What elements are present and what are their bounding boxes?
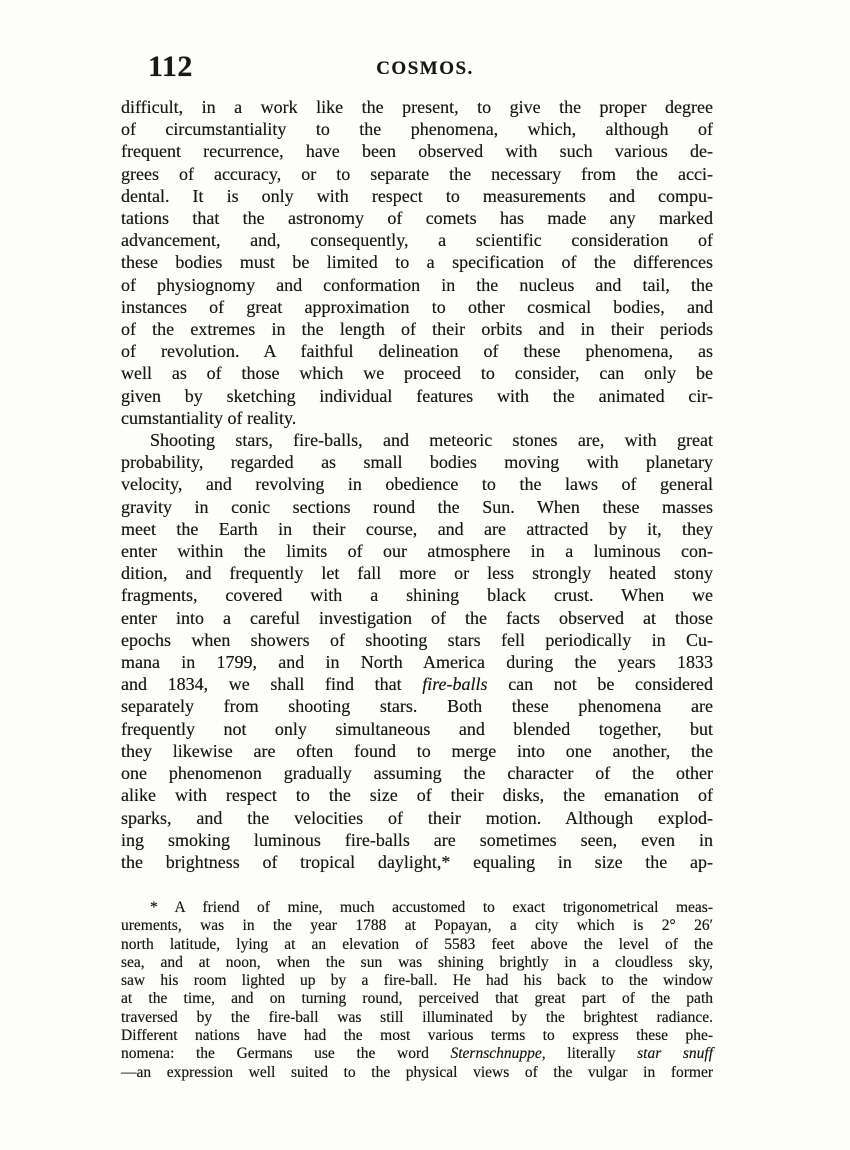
body-text-line bbox=[121, 807, 713, 829]
text-segment: traversed by the fire-ball was still illuminated by the brightest radiance. bbox=[121, 1008, 713, 1026]
text-segment: alike with respect to the size of their disks, the emanation of bbox=[121, 785, 713, 806]
text-segment: epochs when showers of shooting stars fell periodically in Cu- bbox=[121, 629, 713, 650]
body-text-line bbox=[121, 229, 713, 251]
body-text-line bbox=[121, 340, 713, 362]
body-text-line bbox=[121, 518, 713, 540]
text-segment: enter within the limits of our atmosphere in a luminous con- bbox=[121, 541, 713, 562]
body-text-line bbox=[121, 140, 713, 162]
body-text-line bbox=[121, 851, 713, 873]
text-segment: dental. It is only with respect to measurements and compu- bbox=[121, 185, 713, 206]
italic-text: fire-balls bbox=[422, 674, 488, 695]
text-segment: and 1834, we shall find that bbox=[121, 674, 423, 695]
footnote-text-line bbox=[121, 990, 713, 1008]
text-segment: , literally bbox=[541, 1045, 638, 1063]
italic-text: Sternschnuppe bbox=[450, 1045, 542, 1063]
footnote-text-line bbox=[121, 1009, 713, 1027]
body-text-line bbox=[121, 251, 713, 273]
body-text-line bbox=[121, 207, 713, 229]
text-segment: tations that the astronomy of comets has made any marked bbox=[121, 208, 713, 229]
footnote-text-line bbox=[121, 1045, 713, 1063]
body-text-line bbox=[121, 496, 713, 518]
footnote-text-line bbox=[121, 899, 713, 917]
footnote-text-line bbox=[121, 936, 713, 954]
body-text-line bbox=[121, 407, 713, 429]
text-segment: sparks, and the velocities of their motion. Although explod- bbox=[121, 807, 713, 828]
body-text-line bbox=[121, 718, 713, 740]
text-segment: ing smoking luminous fire-balls are sometimes seen, even in bbox=[121, 829, 713, 850]
footnote-text-line bbox=[121, 1064, 713, 1082]
text-segment: mana in 1799, and in North America during the years 1833 bbox=[121, 652, 713, 673]
text-segment: at the time, and on turning round, perceived that great part of the path bbox=[121, 990, 713, 1008]
body-text-line bbox=[121, 163, 713, 185]
text-segment: velocity, and revolving in obedience to the laws of general bbox=[121, 474, 713, 495]
text-segment: frequent recurrence, have been observed with such various de- bbox=[121, 141, 713, 162]
text-segment: of physiognomy and conformation in the nucleus and tail, the bbox=[121, 274, 713, 295]
body-text-line bbox=[121, 96, 713, 118]
body-text-line bbox=[121, 540, 713, 562]
footnote-text-line bbox=[121, 954, 713, 972]
body-text-line bbox=[121, 274, 713, 296]
body-text-line bbox=[121, 318, 713, 340]
text-segment: dition, and frequently let fall more or less strongly heated stony bbox=[121, 563, 713, 584]
text-segment: difficult, in a work like the present, to give the proper degree bbox=[121, 97, 713, 117]
text-segment: meet the Earth in their course, and are attracted by it, they bbox=[121, 518, 713, 539]
body-text-line bbox=[121, 118, 713, 140]
text-segment: of circumstantiality to the phenomena, which, although of bbox=[121, 119, 713, 140]
text-segment: fragments, covered with a shining black crust. When we bbox=[121, 585, 713, 606]
running-header: COSMOS. bbox=[376, 58, 474, 79]
text-segment: the brightness of tropical daylight,* equaling in size the ap- bbox=[121, 851, 713, 872]
footnote-text-line bbox=[121, 972, 713, 990]
body-text-line bbox=[121, 296, 713, 318]
body-text-line bbox=[121, 473, 713, 495]
body-text-line bbox=[121, 429, 713, 451]
text-segment: of revolution. A faithful delineation of these phenomena, as bbox=[121, 341, 713, 362]
body-text-line bbox=[121, 740, 713, 762]
body-text-line bbox=[121, 185, 713, 207]
footnote-text-line bbox=[121, 917, 713, 935]
text-segment: well as of those which we proceed to consider, can only be bbox=[121, 363, 713, 384]
text-segment: gravity in conic sections round the Sun. When these masses bbox=[121, 496, 713, 517]
text-segment: sea, and at noon, when the sun was shining brightly in a cloudless sky, bbox=[121, 953, 713, 971]
footnote-text bbox=[121, 899, 713, 1082]
text-segment: Different nations have had the most various terms to express these phe- bbox=[121, 1027, 713, 1045]
text-segment: enter into a careful investigation of the facts observed at those bbox=[121, 607, 713, 628]
text-segment: these bodies must be limited to a specification of the differences bbox=[121, 252, 713, 273]
body-text-line bbox=[121, 762, 713, 784]
page-number: 112 bbox=[148, 50, 193, 83]
body-text-line bbox=[121, 385, 713, 407]
text-segment: north latitude, lying at an elevation of 5583 feet above the level of the bbox=[121, 935, 713, 953]
text-segment: Shooting stars, fire-balls, and meteoric stones are, with great bbox=[150, 430, 713, 451]
body-text-line bbox=[121, 362, 713, 384]
text-segment: separately from shooting stars. Both these phenomena are bbox=[121, 696, 713, 717]
text-segment: one phenomenon gradually assuming the character of the other bbox=[121, 763, 713, 784]
body-text-line bbox=[121, 673, 713, 695]
text-segment: can not be considered bbox=[487, 674, 713, 695]
text-segment: * A friend of mine, much accustomed to exact trigonometrical meas- bbox=[150, 899, 713, 916]
text-segment: they likewise are often found to merge into one another, the bbox=[121, 740, 713, 761]
text-segment: cumstantiality of reality. bbox=[121, 407, 297, 428]
text-segment: nomena: the Germans use the word bbox=[121, 1045, 451, 1063]
text-segment: instances of great approximation to other cosmical bodies, and bbox=[121, 296, 713, 317]
body-text-line bbox=[121, 562, 713, 584]
text-segment: —an expression well suited to the physical views of the vulgar in former bbox=[121, 1063, 713, 1081]
text-segment: urements, was in the year 1788 at Popayan, a city which is 2° 26′ bbox=[121, 917, 713, 935]
text-segment: advancement, and, consequently, a scientific consideration of bbox=[121, 230, 713, 251]
body-text-line bbox=[121, 651, 713, 673]
text-segment: given by sketching individual features with the animated cir- bbox=[121, 385, 713, 406]
body-text-line bbox=[121, 695, 713, 717]
body-text bbox=[121, 96, 713, 873]
body-text-line bbox=[121, 584, 713, 606]
text-segment: of the extremes in the length of their orbits and in their periods bbox=[121, 319, 713, 340]
text-segment: saw his room lighted up by a fire-ball. He had his back to the window bbox=[121, 972, 713, 990]
footnote-text-line bbox=[121, 1027, 713, 1045]
body-text-line bbox=[121, 607, 713, 629]
body-text-line bbox=[121, 451, 713, 473]
text-segment: frequently not only simultaneous and blended together, but bbox=[121, 718, 713, 739]
body-text-line bbox=[121, 784, 713, 806]
text-segment: probability, regarded as small bodies moving with planetary bbox=[121, 452, 713, 473]
text-segment: grees of accuracy, or to separate the necessary from the acci- bbox=[121, 163, 713, 184]
body-text-line bbox=[121, 629, 713, 651]
body-text-line bbox=[121, 829, 713, 851]
italic-text: star snuff bbox=[637, 1045, 714, 1063]
